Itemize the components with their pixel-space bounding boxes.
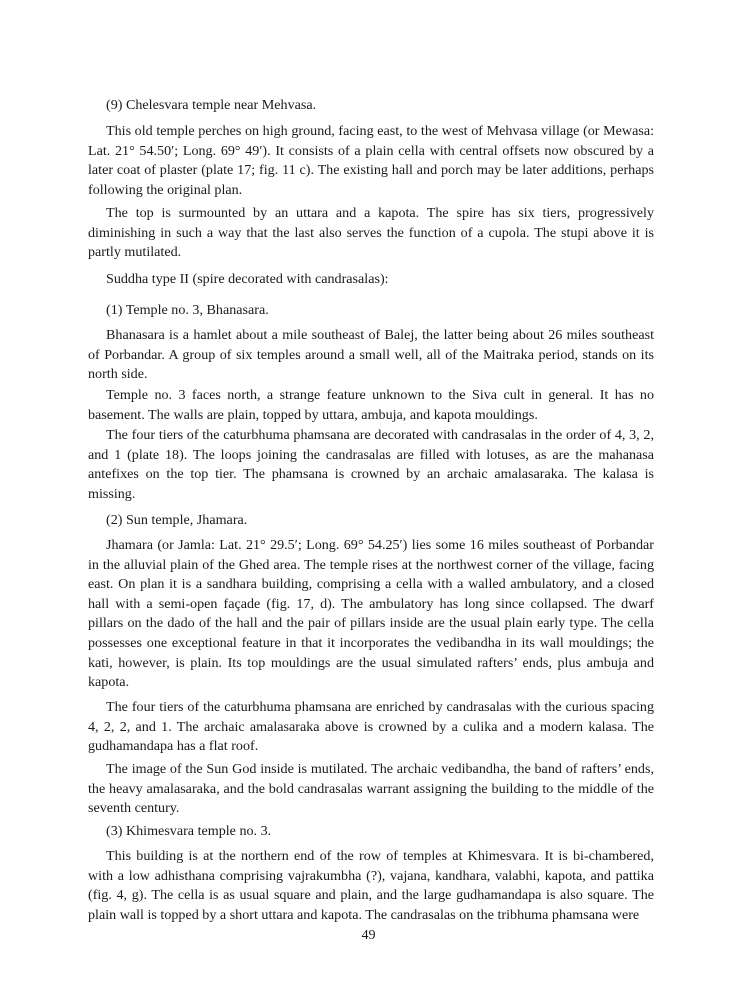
paragraph-jhamara-2: The four tiers of the caturbhuma phamsana are enriched by candrasalas with the curious spacing 4, 2, 2, and 1. The archaic amalasaraka above is crowned by a culika and a modern kalasa. The gudhamandapa has a flat roof. (88, 699, 654, 755)
section-heading-suddha-type-2: Suddha type II (spire decorated with candrasalas): (106, 271, 389, 287)
section-heading-bhanasara: (1) Temple no. 3, Bhanasara. (106, 302, 269, 318)
paragraph-khimesvara-1: This building is at the northern end of the row of temples at Khimesvara. It is bi-chambered, with a low adhisthana comprising vajrakumbha (?), vajana, kandhara, valabhi, kapota, and pattika (fig. 4, g). The cella is as usual square and plain, and the large gudhamandapa is also square. The plain wall is topped by a short uttara and kapota. The candrasalas on the tribhuma phamsana were (88, 848, 654, 923)
paragraph-chelesvara-1: This old temple perches on high ground, facing east, to the west of Mehvasa village (or Mewasa: Lat. 21° 54.50′; Long. 69° 49′). It consists of a plain cella with central offsets now obscured by a later coat of plaster (plate 17; fig. 11 c). The existing hall and porch may be later additions, perhaps following the original plan. (88, 123, 654, 198)
section-heading-chelesvara: (9) Chelesvara temple near Mehvasa. (106, 97, 317, 113)
paragraph-bhanasara-1: Bhanasara is a hamlet about a mile southeast of Balej, the latter being about 26 miles southeast of Porbandar. A group of six temples around a small well, all of the Maitraka period, stands on its north side. (88, 327, 654, 383)
paragraph-bhanasara-3: The four tiers of the caturbhuma phamsana are decorated with candrasalas in the order of 4, 3, 2, and 1 (plate 18). The loops joining the candrasalas are filled with lotuses, as are the mahanasa antefixes on the top tier. The phamsana is crowned by an archaic amalasaraka. The kalasa is missing. (88, 427, 654, 502)
section-heading-jhamara: (2) Sun temple, Jhamara. (106, 512, 248, 528)
paragraph-jhamara-3: The image of the Sun God inside is mutilated. The archaic vedibandha, the band of rafters’ ends, the heavy amalasaraka, and the bold candrasalas warrant assigning the building to the middle of the seventh century. (88, 761, 654, 817)
page-number: 49 (361, 927, 376, 943)
paragraph-chelesvara-2: The top is surmounted by an uttara and a kapota. The spire has six tiers, progressively diminishing in such a way that the last also serves the function of a cupola. The stupi above it is partly mutilated. (88, 205, 654, 261)
section-heading-khimesvara: (3) Khimesvara temple no. 3. (106, 823, 272, 839)
paragraph-bhanasara-2: Temple no. 3 faces north, a strange feature unknown to the Siva cult in general. It has no basement. The walls are plain, topped by uttara, ambuja, and kapota mouldings. (88, 387, 654, 423)
paragraph-jhamara-1: Jhamara (or Jamla: Lat. 21° 29.5′; Long. 69° 54.25′) lies some 16 miles southeast of Porbandar in the alluvial plain of the Ghed area. The temple rises at the northwest corner of the village, facing east. On plan it is a sandhara building, comprising a cella with a walled ambulatory, and a closed hall with a semi-open façade (fig. 17, d). The ambulatory has long since collapsed. The dwarf pillars on the dado of the hall and the pair of pillars inside are the usual plain early type. The cella possesses one exceptional feature in that it incorporates the vedibandha in its wall mouldings; the kati, however, is plain. Its top mouldings are the usual simulated rafters’ ends, plus ambuja and kapota. (88, 537, 654, 691)
